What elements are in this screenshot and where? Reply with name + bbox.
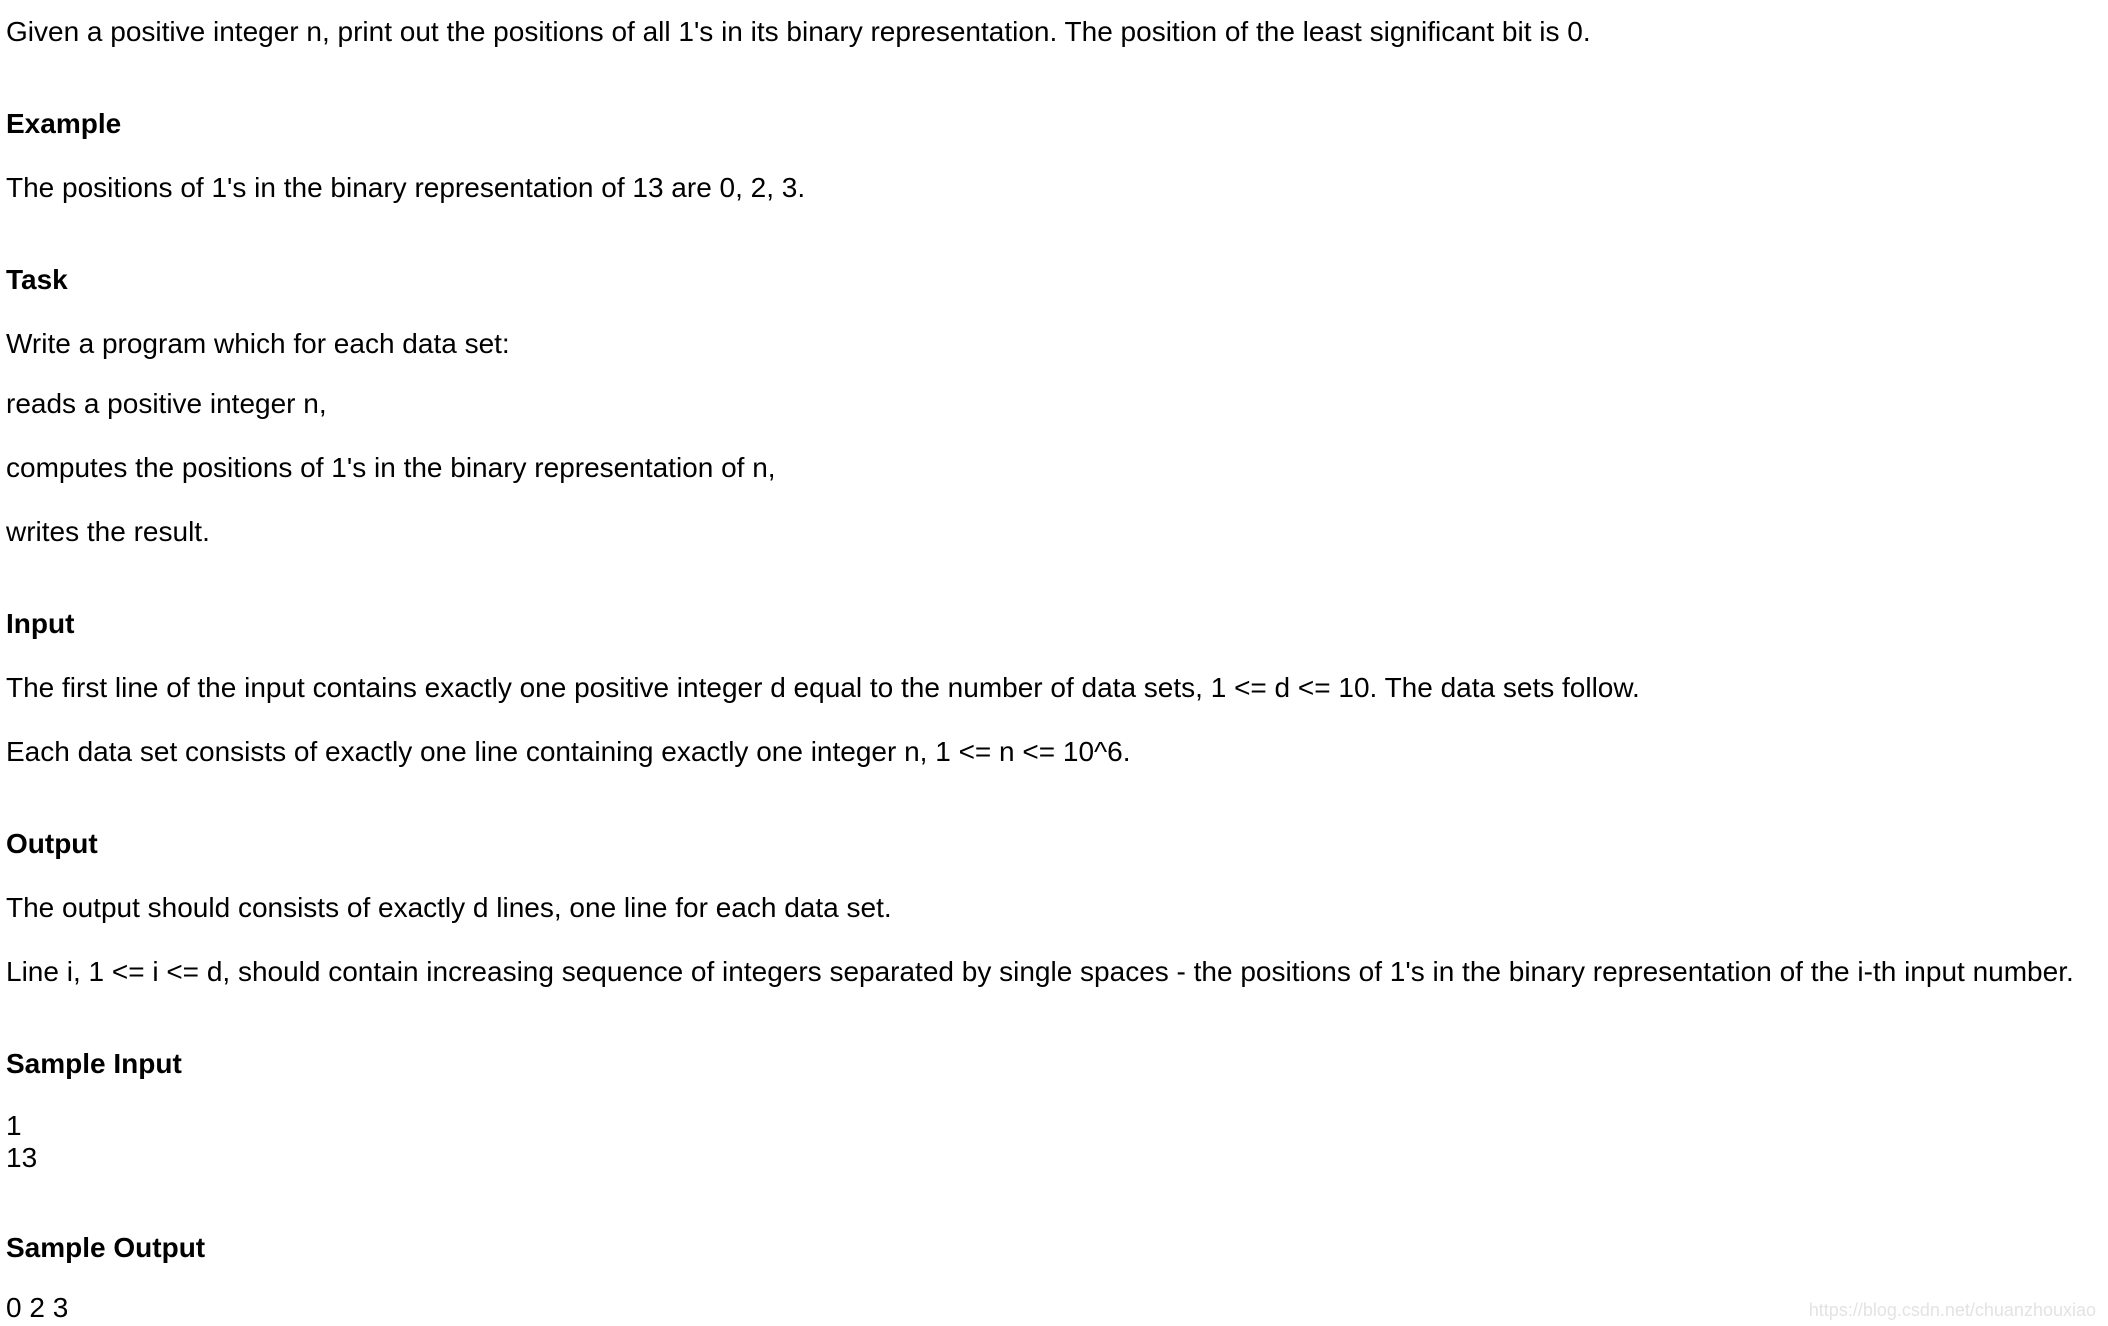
- task-line: reads a positive integer n,: [6, 388, 327, 419]
- output-heading: Output: [6, 828, 98, 859]
- task-heading: Task: [6, 264, 68, 295]
- sample-output-heading: Sample Output: [6, 1232, 206, 1263]
- example-heading: Example: [6, 108, 122, 139]
- task-line: writes the result.: [6, 516, 210, 547]
- intro-paragraph: Given a positive integer n, print out the positions of all 1's in its binary representation. The position of the least significant bit is 0.: [6, 16, 1591, 47]
- input-heading: Input: [6, 608, 75, 639]
- output-line: The output should consists of exactly d lines, one line for each data set.: [6, 892, 892, 923]
- task-line: Write a program which for each data set:: [6, 328, 510, 359]
- output-line: Line i, 1 <= i <= d, should contain increasing sequence of integers separated by single spaces - the positions of 1's in the binary representation of the i-th input number.: [6, 956, 2074, 987]
- input-line: The first line of the input contains exactly one positive integer d equal to the number of data sets, 1 <= d <= 10. The data sets follow.: [6, 672, 1640, 703]
- sample-input-line: 13: [6, 1142, 38, 1173]
- sample-input-line: 1: [6, 1110, 22, 1141]
- sample-input-heading: Sample Input: [6, 1048, 182, 1079]
- example-text: The positions of 1's in the binary representation of 13 are 0, 2, 3.: [6, 172, 806, 203]
- input-line: Each data set consists of exactly one line containing exactly one integer n, 1 <= n <= 10^6.: [6, 736, 1131, 767]
- sample-output-line: 0 2 3: [6, 1292, 69, 1323]
- task-line: computes the positions of 1's in the binary representation of n,: [6, 452, 776, 483]
- watermark-url: https://blog.csdn.net/chuanzhouxiao: [1808, 1300, 2096, 1320]
